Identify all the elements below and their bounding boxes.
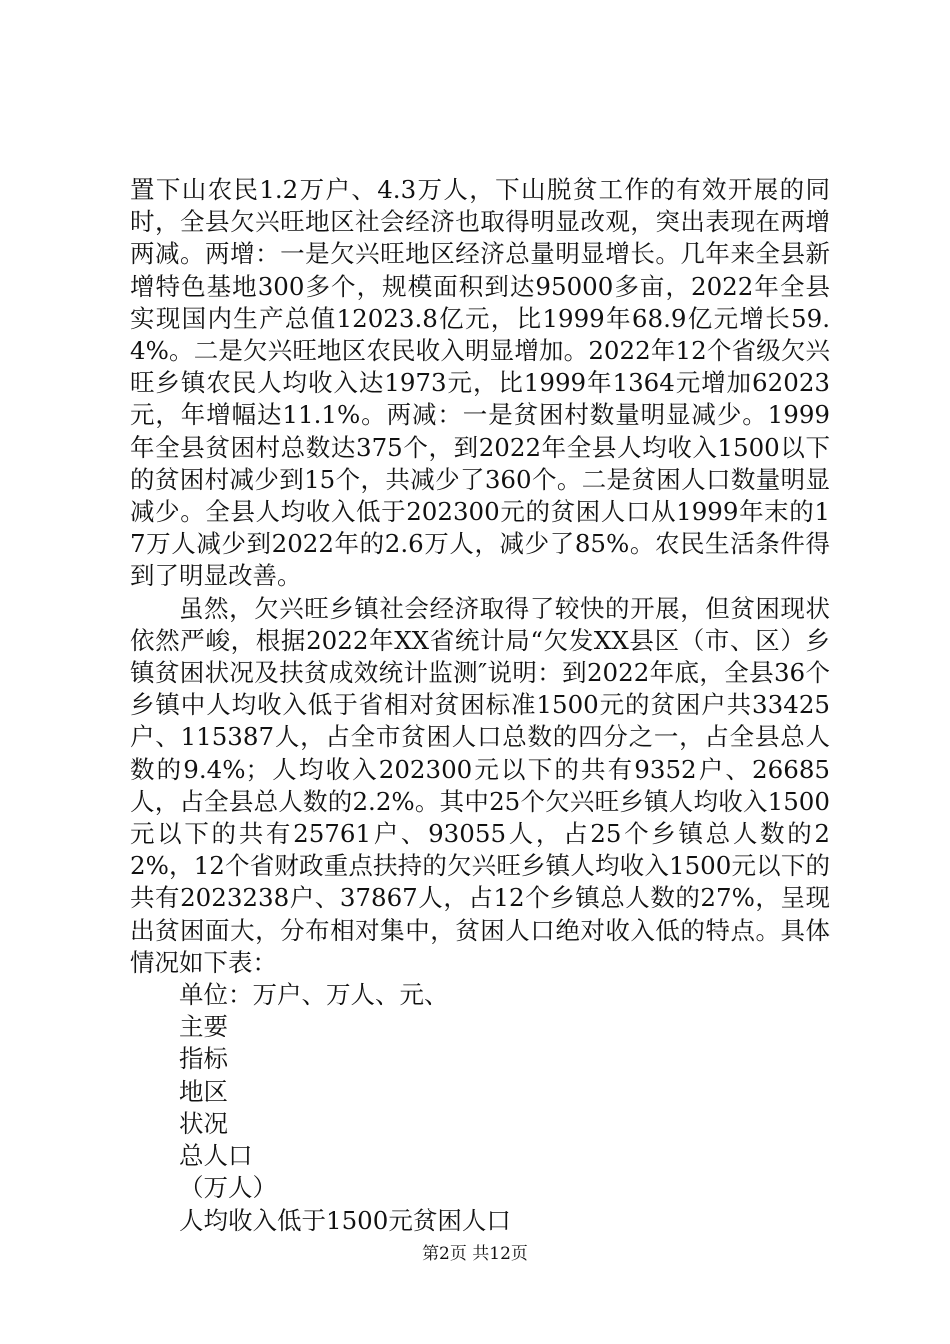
table-unit-line: 单位：万户、万人、元、 (179, 980, 449, 1010)
page-footer: 第2页 共12页 (422, 1244, 528, 1264)
paragraph-2: 虽然，欠兴旺乡镇社会经济取得了较快的开展，但贫困现状依然严峻，根据2022年XX省统计局“欠发XX县区（市、区）乡镇贫困状况及扶贫成效统计监测″说明：到2022年底，全县36个乡镇中人均收入低于省相对贫困标准1500元的贫困户共33425户、115387人，占全市贫困人口总数的四分之一，占全县总人数的9.4%；人均收入202300元以下的共有9352户、26685人，占全县总人数的2.2%。其中25个欠兴旺乡镇人均收入1500元以下的共有25761户、93055人，占25个乡镇总人数的22%，12个省财政重点扶持的欠兴旺乡镇人均收入1500元以下的共有2023238户、37867人，占12个乡镇总人数的27%，呈现出贫困面大，分布相对集中，贫困人口绝对收入低的特点。具体情况如下表： (130, 593, 830, 977)
document-body (130, 174, 830, 1237)
table-line-main: 主要 (179, 1012, 228, 1042)
table-header-lines (130, 979, 830, 1237)
table-line-total-population: 总人口 (179, 1141, 253, 1171)
table-line-unit-wanren: （万人） (179, 1173, 277, 1203)
table-line-region: 地区 (179, 1076, 228, 1106)
table-line-status: 状况 (179, 1108, 228, 1138)
table-line-indicator: 指标 (179, 1044, 228, 1074)
table-line-poverty-population: 人均收入低于1500元贫困人口 (179, 1205, 511, 1235)
paragraph-1: 置下山农民1.2万户、4.3万人，下山脱贫工作的有效开展的同时，全县欠兴旺地区社会经济也取得明显改观，突出表现在两增两减。两增：一是欠兴旺地区经济总量明显增长。几年来全县新增特色基地300多个，规模面积到达95000多亩，2022年全县实现国内生产总值12023.8亿元，比1999年68.9亿元增长59.4%。二是欠兴旺地区农民收入明显增加。2022年12个省级欠兴旺乡镇农民人均收入达1973元，比1999年1364元增加62023元，年增幅达11.1%。两减：一是贫困村数量明显减少。1999年全县贫困村总数达375个，到2022年全县人均收入1500以下的贫困村减少到15个，共减少了360个。二是贫困人口数量明显减少。全县人均收入低于202300元的贫困人口从1999年末的17万人减少到2022年的2.6万人，减少了85%。农民生活条件得到了明显改善。 (130, 175, 830, 591)
